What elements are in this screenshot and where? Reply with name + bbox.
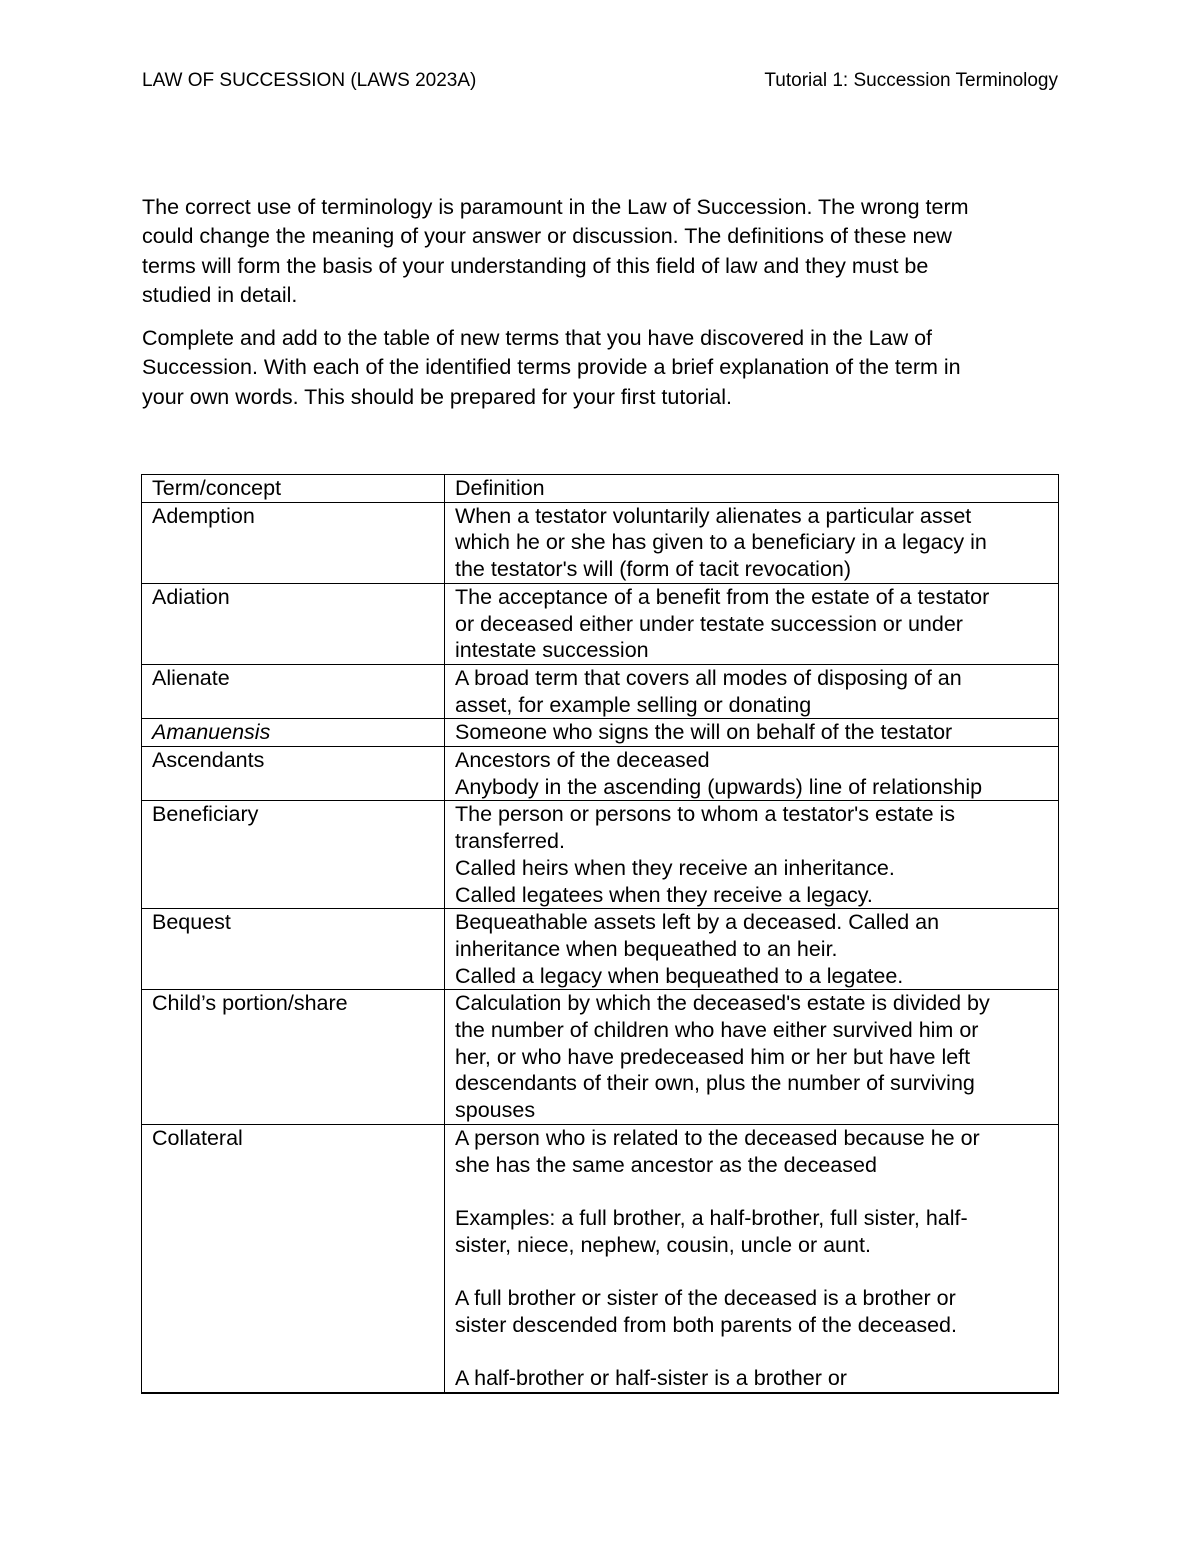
header-term-cell: Term/concept bbox=[142, 475, 445, 503]
definition-line: the number of children who have either survived him or bbox=[455, 1018, 979, 1043]
definition-line: asset, for example selling or donating bbox=[455, 692, 812, 717]
definition-line: When a testator voluntarily alienates a particular asset bbox=[455, 503, 972, 528]
intro-line: your own words. This should be prepared for your first tutorial. bbox=[142, 384, 732, 409]
intro-line: Succession. With each of the identified terms provide a brief explanation of the term in bbox=[142, 355, 961, 380]
definition-line: The acceptance of a benefit from the estate of a testator bbox=[455, 584, 990, 609]
term-label: Child’s portion/share bbox=[152, 991, 348, 1016]
table-row bbox=[142, 747, 1059, 801]
intro-line: Complete and add to the table of new terms that you have discovered in the Law of bbox=[142, 326, 933, 351]
table-row bbox=[142, 1124, 1059, 1392]
definition-line: her, or who have predeceased him or her but have left bbox=[455, 1044, 971, 1069]
definition-line: A full brother or sister of the deceased is a brother or bbox=[455, 1286, 956, 1311]
intro-line: studied in detail. bbox=[142, 282, 298, 307]
definition-line: transferred. bbox=[455, 829, 565, 854]
definition-cell bbox=[445, 502, 1059, 583]
definition-line: the testator's will (form of tacit revocation) bbox=[455, 557, 852, 582]
definition-line: Bequeathable assets left by a deceased. Called an bbox=[455, 910, 940, 935]
definition-line: Called a legacy when bequeathed to a legatee. bbox=[455, 963, 904, 988]
term-cell bbox=[142, 719, 445, 747]
definition-line: Someone who signs the will on behalf of the testator bbox=[455, 720, 953, 745]
term-cell bbox=[142, 990, 445, 1125]
definition-line: which he or she has given to a beneficiary in a legacy in bbox=[455, 530, 987, 555]
definition-spacer bbox=[455, 1258, 1050, 1285]
intro-text bbox=[142, 193, 1058, 426]
header-definition-cell: Definition bbox=[445, 475, 1059, 503]
term-cell bbox=[142, 1124, 445, 1392]
definition-line: Called heirs when they receive an inheritance. bbox=[455, 855, 895, 880]
definition-cell bbox=[445, 909, 1059, 990]
definition-cell bbox=[445, 990, 1059, 1125]
terminology-table bbox=[141, 474, 1059, 1394]
term-cell bbox=[142, 583, 445, 664]
definition-spacer bbox=[455, 1338, 1050, 1365]
term-cell bbox=[142, 801, 445, 909]
term-label: Bequest bbox=[152, 910, 231, 935]
definition-line: inheritance when bequeathed to an heir. bbox=[455, 936, 838, 961]
page-header bbox=[142, 70, 1058, 98]
definition-spacer bbox=[455, 1178, 1050, 1205]
definition-cell bbox=[445, 801, 1059, 909]
definition-line: sister, niece, nephew, cousin, uncle or aunt. bbox=[455, 1232, 871, 1257]
term-label: Amanuensis bbox=[152, 720, 271, 745]
definition-line: sister descended from both parents of the deceased. bbox=[455, 1312, 957, 1337]
intro-line: terms will form the basis of your understanding of this field of law and they must be bbox=[142, 253, 929, 278]
definition-cell bbox=[445, 1124, 1059, 1392]
term-cell bbox=[142, 664, 445, 718]
intro-paragraph-1 bbox=[142, 193, 1058, 310]
table-row bbox=[142, 583, 1059, 664]
term-label: Beneficiary bbox=[152, 802, 259, 827]
intro-line: The correct use of terminology is paramount in the Law of Succession. The wrong term bbox=[142, 195, 969, 219]
term-label: Adiation bbox=[152, 584, 230, 609]
definition-line: intestate succession bbox=[455, 638, 649, 663]
definition-cell bbox=[445, 583, 1059, 664]
table-row bbox=[142, 502, 1059, 583]
definition-line: Anybody in the ascending (upwards) line of relationship bbox=[455, 774, 983, 799]
table-row bbox=[142, 801, 1059, 909]
term-label: Ademption bbox=[152, 503, 255, 528]
definition-line: Ancestors of the deceased bbox=[455, 748, 710, 773]
definition-line: descendants of their own, plus the number of surviving bbox=[455, 1071, 975, 1096]
term-label: Ascendants bbox=[152, 748, 265, 773]
definition-line: A person who is related to the deceased because he or bbox=[455, 1125, 980, 1150]
intro-paragraph-2 bbox=[142, 324, 1058, 412]
definition-line: Called legatees when they receive a legacy. bbox=[455, 882, 873, 907]
table-row bbox=[142, 719, 1059, 747]
term-cell bbox=[142, 747, 445, 801]
definition-line: A half-brother or half-sister is a brother or bbox=[455, 1366, 847, 1391]
table-row bbox=[142, 909, 1059, 990]
header-course-title: LAW OF SUCCESSION (LAWS 2023A) bbox=[142, 70, 477, 91]
definition-line: she has the same ancestor as the deceased bbox=[455, 1152, 877, 1177]
term-label: Alienate bbox=[152, 665, 230, 690]
term-cell bbox=[142, 909, 445, 990]
definition-cell bbox=[445, 664, 1059, 718]
definition-cell bbox=[445, 719, 1059, 747]
definition-line: Examples: a full brother, a half-brother, full sister, half- bbox=[455, 1205, 968, 1230]
table-row bbox=[142, 990, 1059, 1125]
table-header-row bbox=[142, 475, 1059, 503]
header-tutorial-title: Tutorial 1: Succession Terminology bbox=[764, 70, 1058, 91]
definition-line: spouses bbox=[455, 1098, 536, 1123]
term-label: Collateral bbox=[152, 1125, 243, 1150]
intro-line: could change the meaning of your answer or discussion. The definitions of these new bbox=[142, 224, 952, 249]
definition-line: Calculation by which the deceased's estate is divided by bbox=[455, 991, 990, 1016]
term-cell bbox=[142, 502, 445, 583]
definition-line: The person or persons to whom a testator's estate is bbox=[455, 802, 956, 827]
definition-line: or deceased either under testate succession or under bbox=[455, 611, 963, 636]
table-row bbox=[142, 664, 1059, 718]
definition-line: A broad term that covers all modes of disposing of an bbox=[455, 665, 962, 690]
definition-cell bbox=[445, 747, 1059, 801]
